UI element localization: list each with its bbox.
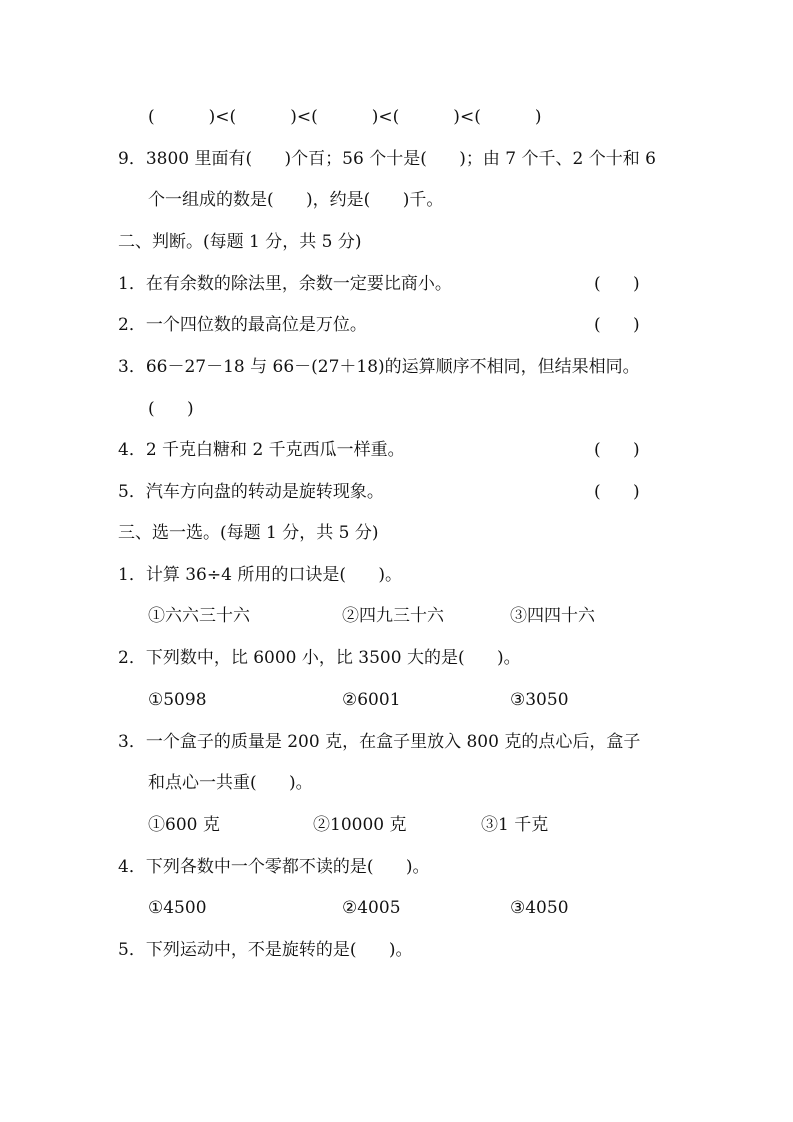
choice-q4-option-1[interactable]: ①4500 — [148, 898, 207, 918]
section2-heading: 二、判断。(每题 1 分，共 5 分) — [118, 232, 362, 252]
judge-answer-4[interactable]: ( ) — [594, 440, 640, 460]
choice-q4-option-2[interactable]: ②4005 — [342, 898, 401, 918]
judge-answer-2[interactable]: ( ) — [594, 315, 640, 335]
choice-q1-option-2[interactable]: ②四九三十六 — [342, 606, 444, 626]
choice-q1-option-1[interactable]: ①六六三十六 — [148, 606, 250, 626]
judge-item-5: 5．汽车方向盘的转动是旋转现象。 — [118, 482, 384, 502]
q9-line1: 9．3800 里面有( )个百；56 个十是( )；由 7 个千、2 个十和 6 — [118, 149, 656, 169]
judge-item-4: 4．2 千克白糖和 2 千克西瓜一样重。 — [118, 440, 405, 460]
section3-heading: 三、选一选。(每题 1 分，共 5 分) — [118, 523, 379, 543]
judge-item-1: 1．在有余数的除法里，余数一定要比商小。 — [118, 274, 452, 294]
judge-answer-5[interactable]: ( ) — [594, 482, 640, 502]
judge-item-2: 2．一个四位数的最高位是万位。 — [118, 315, 367, 335]
choice-q2-option-3[interactable]: ③3050 — [510, 690, 569, 710]
choice-q3-line2: 和点心一共重( )。 — [148, 773, 313, 793]
judge-answer-1[interactable]: ( ) — [594, 274, 640, 294]
choice-q5: 5．下列运动中，不是旋转的是( )。 — [118, 940, 413, 960]
choice-q4-option-3[interactable]: ③4050 — [510, 898, 569, 918]
choice-q3-option-3[interactable]: ③1 千克 — [481, 815, 549, 835]
q8-comparison-blanks: ( )<( )<( )<( )<( ) — [148, 107, 542, 127]
judge-item-3: 3．66－27－18 与 66－(27＋18)的运算顺序不相同，但结果相同。 — [118, 357, 640, 377]
choice-q1-option-3[interactable]: ③四四十六 — [510, 606, 595, 626]
choice-q3-option-1[interactable]: ①600 克 — [148, 815, 220, 835]
judge-answer-3[interactable]: ( ) — [148, 399, 194, 419]
choice-q3-line1: 3．一个盒子的质量是 200 克，在盒子里放入 800 克的点心后，盒子 — [118, 732, 641, 752]
choice-q1: 1．计算 36÷4 所用的口诀是( )。 — [118, 565, 403, 585]
q9-line2: 个一组成的数是( )，约是( )千。 — [148, 190, 444, 210]
choice-q4: 4．下列各数中一个零都不读的是( )。 — [118, 857, 430, 877]
choice-q2-option-2[interactable]: ②6001 — [342, 690, 401, 710]
choice-q2: 2．下列数中，比 6000 小，比 3500 大的是( )。 — [118, 648, 521, 668]
choice-q3-option-2[interactable]: ②10000 克 — [313, 815, 407, 835]
choice-q2-option-1[interactable]: ①5098 — [148, 690, 207, 710]
